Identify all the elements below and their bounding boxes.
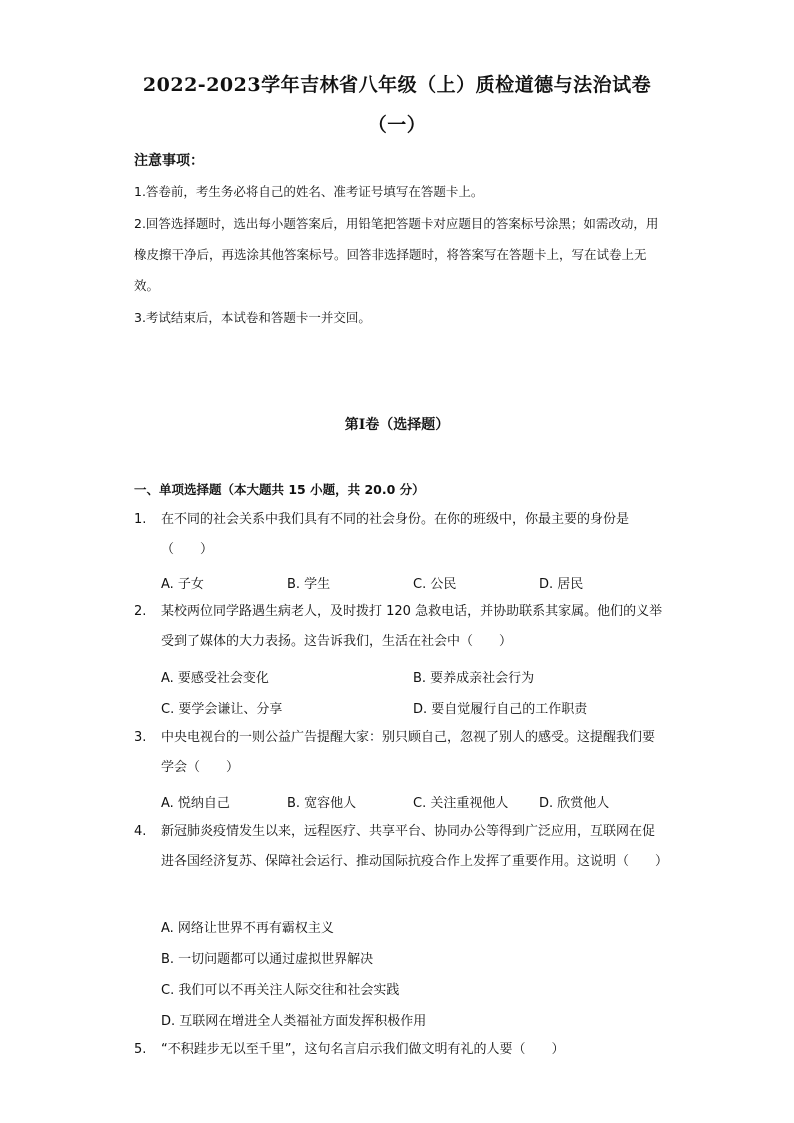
option-b: B. 一切问题都可以通过虚拟世界解决: [161, 952, 374, 967]
option-c: C. 公民: [413, 577, 457, 592]
question-number: 4.: [134, 824, 147, 839]
question-text: 在不同的社会关系中我们具有不同的社会身份。在你的班级中，你最主要的身份是（ ）: [161, 512, 630, 557]
option-d: D. 居民: [539, 577, 584, 592]
option-a: A. 网络让世界不再有霸权主义: [161, 921, 334, 936]
notice-item-1: 1.答卷前，考生务必将自己的姓名、准考证号填写在答题卡上。: [134, 184, 484, 199]
part-heading: 一、单项选择题（本大题共 15 小题，共 20.0 分）: [134, 482, 425, 497]
option-c: C. 关注重视他人: [413, 796, 509, 811]
question-text: 新冠肺炎疫情发生以来，远程医疗、共享平台、协同办公等得到广泛应用，互联网在促进各国经济复苏、保障社会运行、推动国际抗疫合作上发挥了重要作用。这说明（ ）: [161, 824, 669, 869]
exam-title: 2022-2023学年吉林省八年级（上）质检道德与法治试卷: [142, 74, 652, 96]
option-a: A. 要感受社会变化: [161, 671, 269, 686]
option-c: C. 我们可以不再关注人际交往和社会实践: [161, 983, 400, 998]
option-a: A. 子女: [161, 577, 204, 592]
question-text: “不积跬步无以至千里”，这句名言启示我们做文明有礼的人要（ ）: [161, 1042, 565, 1057]
option-b: B. 要养成亲社会行为: [413, 671, 535, 686]
question-text: 某校两位同学路遇生病老人，及时拨打 120 急救电话，并协助联系其家属。他们的义举受到了媒体的大力表扬。这告诉我们，生活在社会中（ ）: [161, 604, 663, 649]
option-a: A. 悦纳自己: [161, 796, 230, 811]
option-c: C. 要学会谦让、分享: [161, 702, 283, 717]
question-text: 中央电视台的一则公益广告提醒大家：别只顾自己，忽视了别人的感受。这提醒我们要学会（ ）: [161, 730, 656, 775]
question-number: 5.: [134, 1042, 147, 1057]
question-number: 2.: [134, 604, 147, 619]
question-number: 1.: [134, 512, 147, 527]
option-b: B. 学生: [287, 577, 331, 592]
exam-title-suffix: （一）: [367, 114, 427, 136]
notice-heading: 注意事项：: [134, 153, 204, 169]
option-d: D. 互联网在增进全人类福祉方面发挥积极作用: [161, 1014, 427, 1029]
option-b: B. 宽容他人: [287, 796, 357, 811]
notice-item-2: 2.回答选择题时，选出每小题答案后，用铅笔把答题卡对应题目的答案标号涂黑；如需改动，用橡皮擦干净后，再选涂其他答案标号。回答非选择题时，将答案写在答题卡上，写在试卷上无效。: [134, 216, 659, 293]
option-d: D. 要自觉履行自己的工作职责: [413, 702, 588, 717]
section-title: 第Ⅰ卷（选择题）: [344, 417, 450, 433]
option-d: D. 欣赏他人: [539, 796, 610, 811]
notice-item-3: 3.考试结束后，本试卷和答题卡一并交回。: [134, 310, 371, 325]
question-number: 3.: [134, 730, 147, 745]
